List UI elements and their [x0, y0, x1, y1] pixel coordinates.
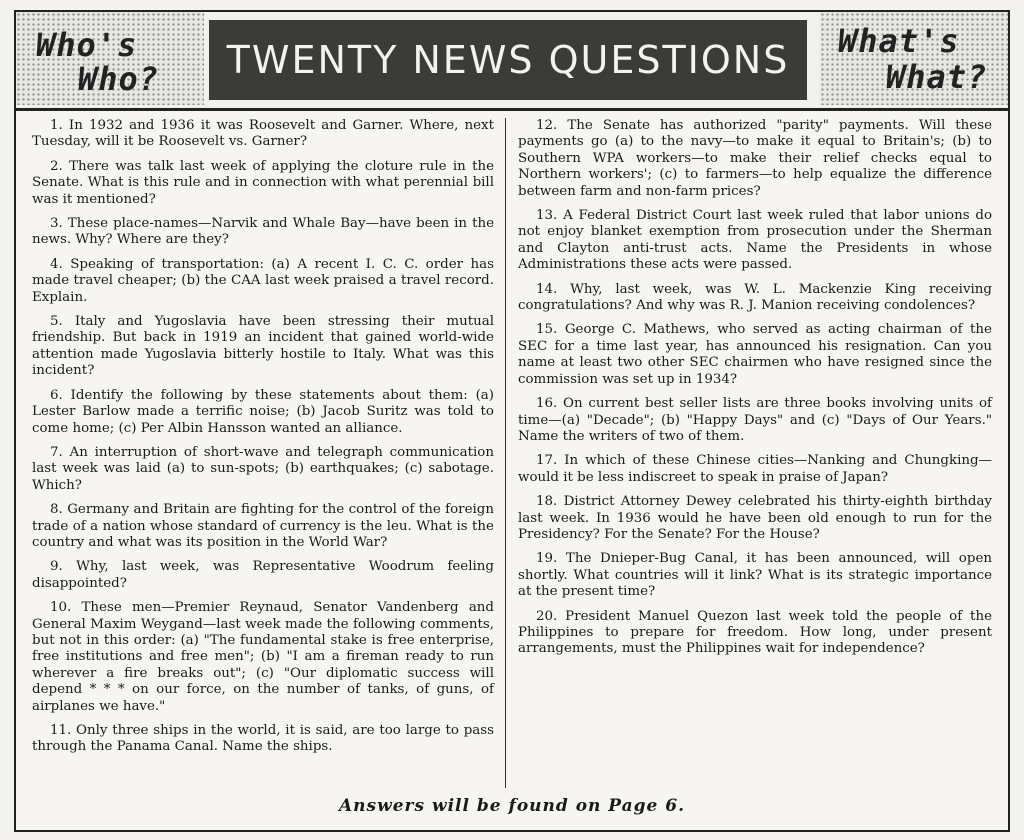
question-5: 5. Italy and Yugoslavia have been stressing their mutual friendship. But back in 1919 an incident that gained world-wide attention made Yugoslavia bitterly hostile to Italy. What was this incident? — [32, 314, 494, 379]
question-7: 7. An interruption of short-wave and telegraph communication last week was laid (a) to sun-spots; (b) earthquakes; (c) sabotage. Which? — [32, 444, 494, 493]
question-13: 13. A Federal District Court last week ruled that labor unions do not enjoy blanket exemption from prosecution under the Sherman and Clayton anti-trust acts. Name the Presidents in whose Administrations these acts were passed. — [518, 208, 992, 273]
whats-what-line1: What's — [838, 22, 960, 60]
question-4: 4. Speaking of transportation: (a) A recent I. C. C. order has made travel cheaper; (b) the CAA last week praised a travel record. Explain. — [32, 256, 494, 305]
question-1: 1. In 1932 and 1936 it was Roosevelt and Garner. Where, next Tuesday, will it be Roosevelt vs. Garner? — [32, 118, 494, 150]
question-8: 8. Germany and Britain are fighting for the control of the foreign trade of a nation whose standard of currency is the leu. What is the country and what was its position in the World War? — [32, 502, 494, 550]
whos-who-line1: Who's — [36, 26, 138, 64]
whats-what-line2: What? — [886, 58, 988, 96]
page-title: TWENTY NEWS QUESTIONS — [226, 38, 790, 82]
right-column — [518, 118, 992, 666]
title-band — [209, 20, 807, 100]
question-11: 11. Only three ships in the world, it is said, are too large to pass through the Panama Canal. Name the ships. — [32, 723, 494, 755]
question-16: 16. On current best seller lists are three books involving units of time—(a) "Decade"; (b) "Happy Days" and (c) "Days of Our Years." Name the writers of two of them. — [518, 396, 992, 444]
whos-who-line2: Who? — [78, 60, 160, 98]
question-2: 2. There was talk last week of applying the cloture rule in the Senate. What is this rule and in connection with what perennial bill was it mentioned? — [32, 158, 494, 207]
left-column — [32, 118, 494, 764]
question-14: 14. Why, last week, was W. L. Mackenzie King receiving congratulations? And why was R. J. Manion receiving condolences? — [518, 281, 992, 314]
header — [16, 12, 1008, 111]
question-10: 10. These men—Premier Reynaud, Senator Vandenberg and General Maxim Weygand—last week made the following comments, but not in this order: (a) "The fundamental stake is free enterprise, free institutions and free men"; (b) "I am a fireman ready to run wherever a fire breaks out"; (c) "Our diplomatic success will depend * * * on our force, on the number of tanks, of guns, of airplanes we have." — [32, 600, 494, 714]
question-19: 19. The Dnieper-Bug Canal, it has been announced, will open shortly. What countries will it link? What is its strategic importance at the present time? — [518, 551, 992, 600]
question-20: 20. President Manuel Quezon last week told the people of the Philippines to prepare for freedom. How long, under present arrangements, must the Philippines wait for independence? — [518, 608, 992, 657]
question-9: 9. Why, last week, was Representative Woodrum feeling disappointed? — [32, 559, 494, 591]
question-17: 17. In which of these Chinese cities—Nanking and Chungking—would it be less indiscreet to speak in praise of Japan? — [518, 453, 992, 485]
question-6: 6. Identify the following by these statements about them: (a) Lester Barlow made a terrific noise; (b) Jacob Suritz was told to come home; (c) Per Albin Hansson wanted an alliance. — [32, 387, 494, 436]
whats-what-corner — [820, 12, 1008, 105]
news-quiz-clipping — [14, 10, 1010, 832]
question-12: 12. The Senate has authorized "parity" payments. Will these payments go (a) to the navy—to make it equal to Britain's; (b) to Southern WPA workers—to make their relief checks equal to Northern workers'; (c) to farmers—to help equalize the difference between farm and non-farm prices? — [518, 118, 992, 199]
answers-note: Answers will be found on Page 6. — [338, 796, 686, 816]
question-15: 15. George C. Mathews, who served as acting chairman of the SEC for a time last year, has announced his resignation. Can you name at least two other SEC chairmen who have resigned since the commission was set up in 1934? — [518, 322, 992, 387]
column-divider — [505, 118, 506, 788]
whos-who-corner — [16, 12, 204, 105]
question-3: 3. These place-names—Narvik and Whale Bay—have been in the news. Why? Where are they? — [32, 216, 494, 248]
question-18: 18. District Attorney Dewey celebrated his thirty-eighth birthday last week. In 1936 would he have been old enough to run for the Presidency? For the Senate? For the House? — [518, 494, 992, 542]
